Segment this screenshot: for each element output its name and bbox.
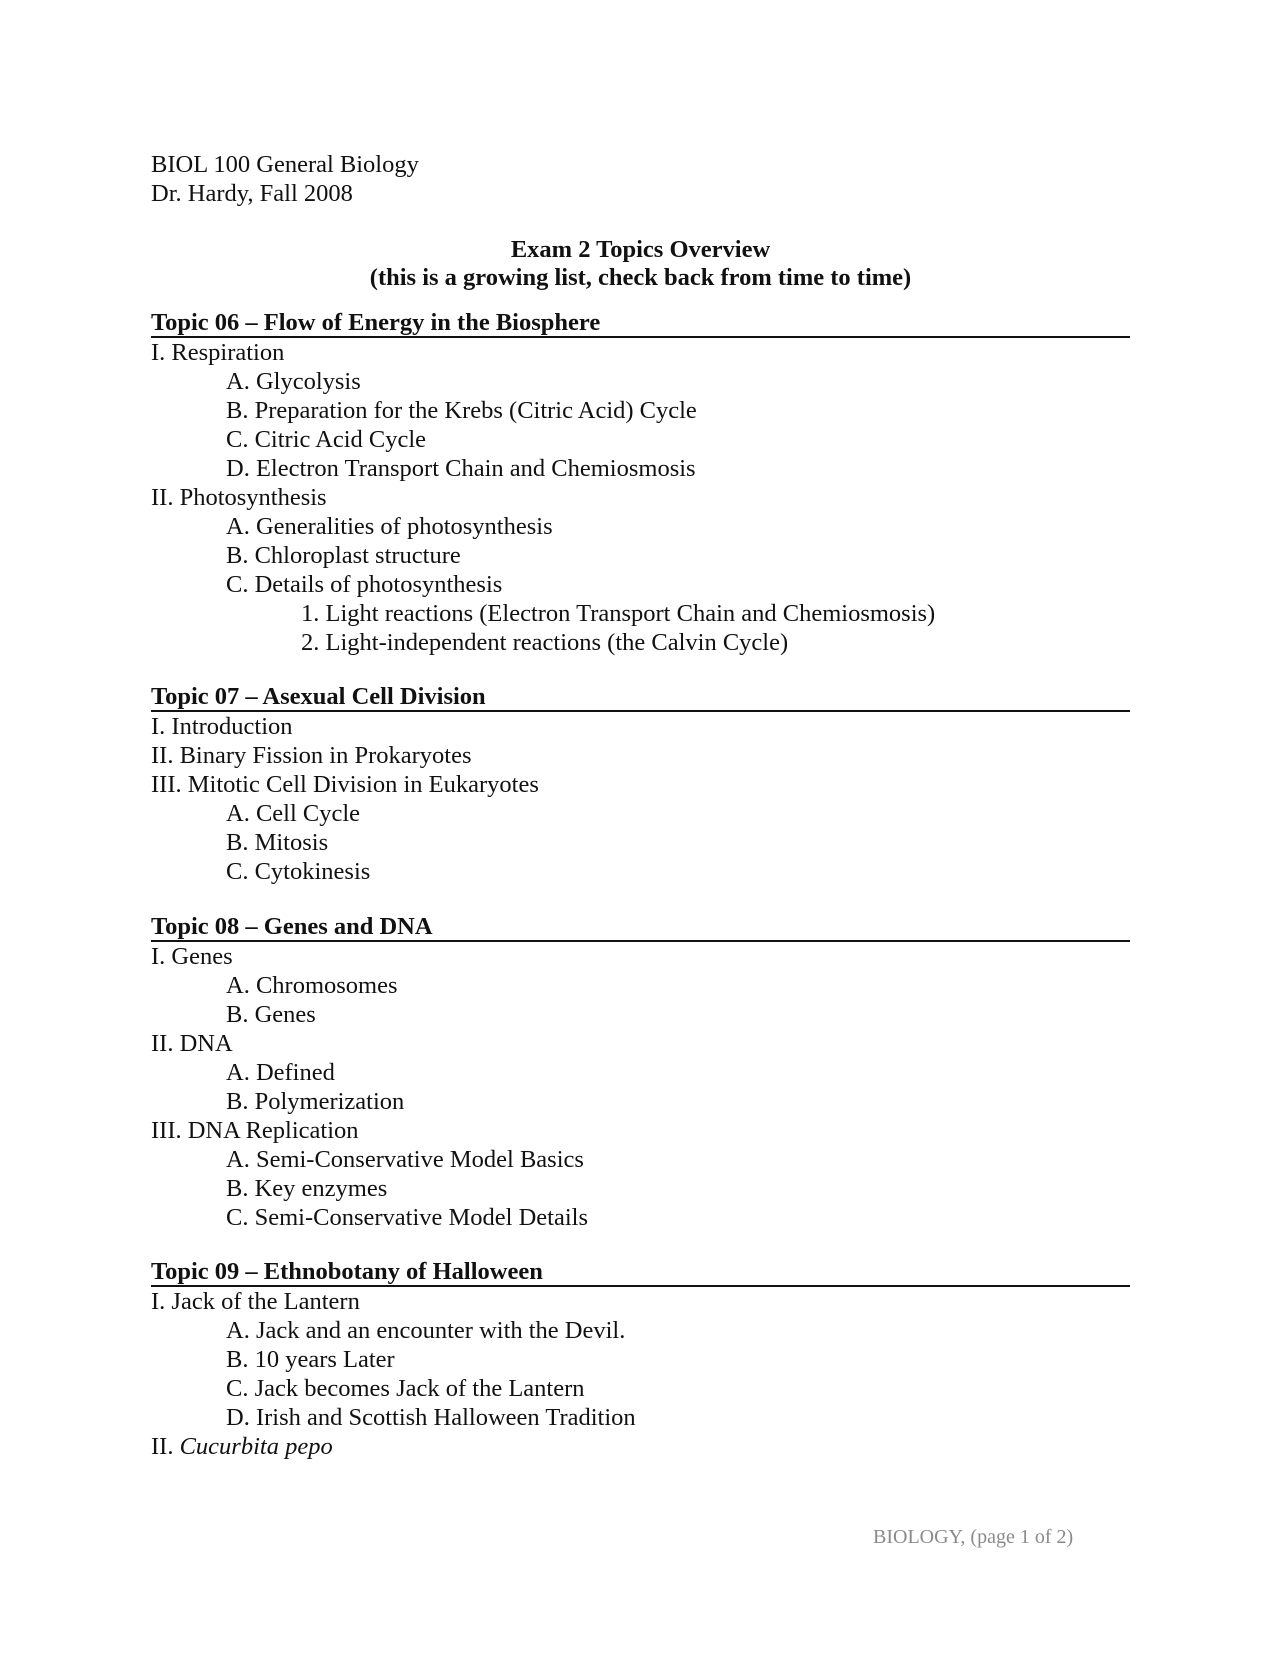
outline-subitem: A. Jack and an encounter with the Devil. <box>226 1317 626 1344</box>
topic-heading: Topic 09 – Ethnobotany of Halloween <box>151 1258 1130 1287</box>
outline-subitem: B. 10 years Later <box>226 1346 395 1373</box>
outline-subitem: D. Electron Transport Chain and Chemiosmosis <box>226 455 696 482</box>
outline-subitem: A. Generalities of photosynthesis <box>226 513 553 540</box>
outline-item: I. Jack of the Lantern <box>151 1288 360 1315</box>
outline-item: I. Respiration <box>151 339 285 366</box>
outline-subitem: B. Chloroplast structure <box>226 542 461 569</box>
outline-subitem: C. Semi-Conservative Model Details <box>226 1204 588 1231</box>
outline-item: I. Genes <box>151 943 233 970</box>
outline-subitem: B. Preparation for the Krebs (Citric Acid) Cycle <box>226 397 697 424</box>
outline-subitem: A. Glycolysis <box>226 368 361 395</box>
outline-subitem: B. Polymerization <box>226 1088 405 1115</box>
document-title <box>151 236 1130 292</box>
topic-heading: Topic 07 – Asexual Cell Division <box>151 683 1130 712</box>
topic-06-section <box>151 309 1130 657</box>
topic-heading: Topic 06 – Flow of Energy in the Biosphere <box>151 309 1130 338</box>
outline-subitem: A. Chromosomes <box>226 972 398 999</box>
document-header <box>151 150 419 208</box>
species-name: Cucurbita pepo <box>179 1433 333 1460</box>
outline-item <box>151 1432 1130 1461</box>
outline-subitem: C. Citric Acid Cycle <box>226 426 427 453</box>
outline-subitem: A. Defined <box>226 1059 335 1086</box>
outline-item: III. Mitotic Cell Division in Eukaryotes <box>151 771 539 798</box>
outline-item: II. Photosynthesis <box>151 484 327 511</box>
topic-07-section <box>151 683 1130 886</box>
outline-subitem: C. Details of photosynthesis <box>226 571 503 598</box>
outline-item-prefix: II. <box>151 1433 180 1460</box>
outline-subsubitem: 1. Light reactions (Electron Transport Chain and Chemiosmosis) <box>301 600 936 627</box>
outline-item: II. DNA <box>151 1030 233 1057</box>
outline-item: III. DNA Replication <box>151 1117 359 1144</box>
outline-subitem: A. Semi-Conservative Model Basics <box>226 1146 584 1173</box>
outline-item: II. Binary Fission in Prokaryotes <box>151 742 472 769</box>
topic-09-section <box>151 1258 1130 1461</box>
title-main: Exam 2 Topics Overview <box>510 236 771 263</box>
outline-subitem: B. Key enzymes <box>226 1175 388 1202</box>
outline-subitem: D. Irish and Scottish Halloween Tradition <box>226 1404 636 1431</box>
outline-subitem: B. Mitosis <box>226 829 329 856</box>
outline-subitem: B. Genes <box>226 1001 316 1028</box>
title-subtitle: (this is a growing list, check back from time to time) <box>369 264 912 291</box>
topic-heading: Topic 08 – Genes and DNA <box>151 913 1130 942</box>
outline-subitem: C. Jack becomes Jack of the Lantern <box>226 1375 585 1402</box>
course-name: BIOL 100 General Biology <box>151 151 419 178</box>
outline-subitem: C. Cytokinesis <box>226 858 371 885</box>
topic-08-section <box>151 913 1130 1232</box>
outline-subitem: A. Cell Cycle <box>226 800 361 827</box>
page-footer: BIOLOGY, (page 1 of 2) <box>873 1526 1074 1548</box>
outline-item: I. Introduction <box>151 713 293 740</box>
outline-subsubitem: 2. Light-independent reactions (the Calvin Cycle) <box>301 629 789 656</box>
instructor-term: Dr. Hardy, Fall 2008 <box>151 180 353 207</box>
